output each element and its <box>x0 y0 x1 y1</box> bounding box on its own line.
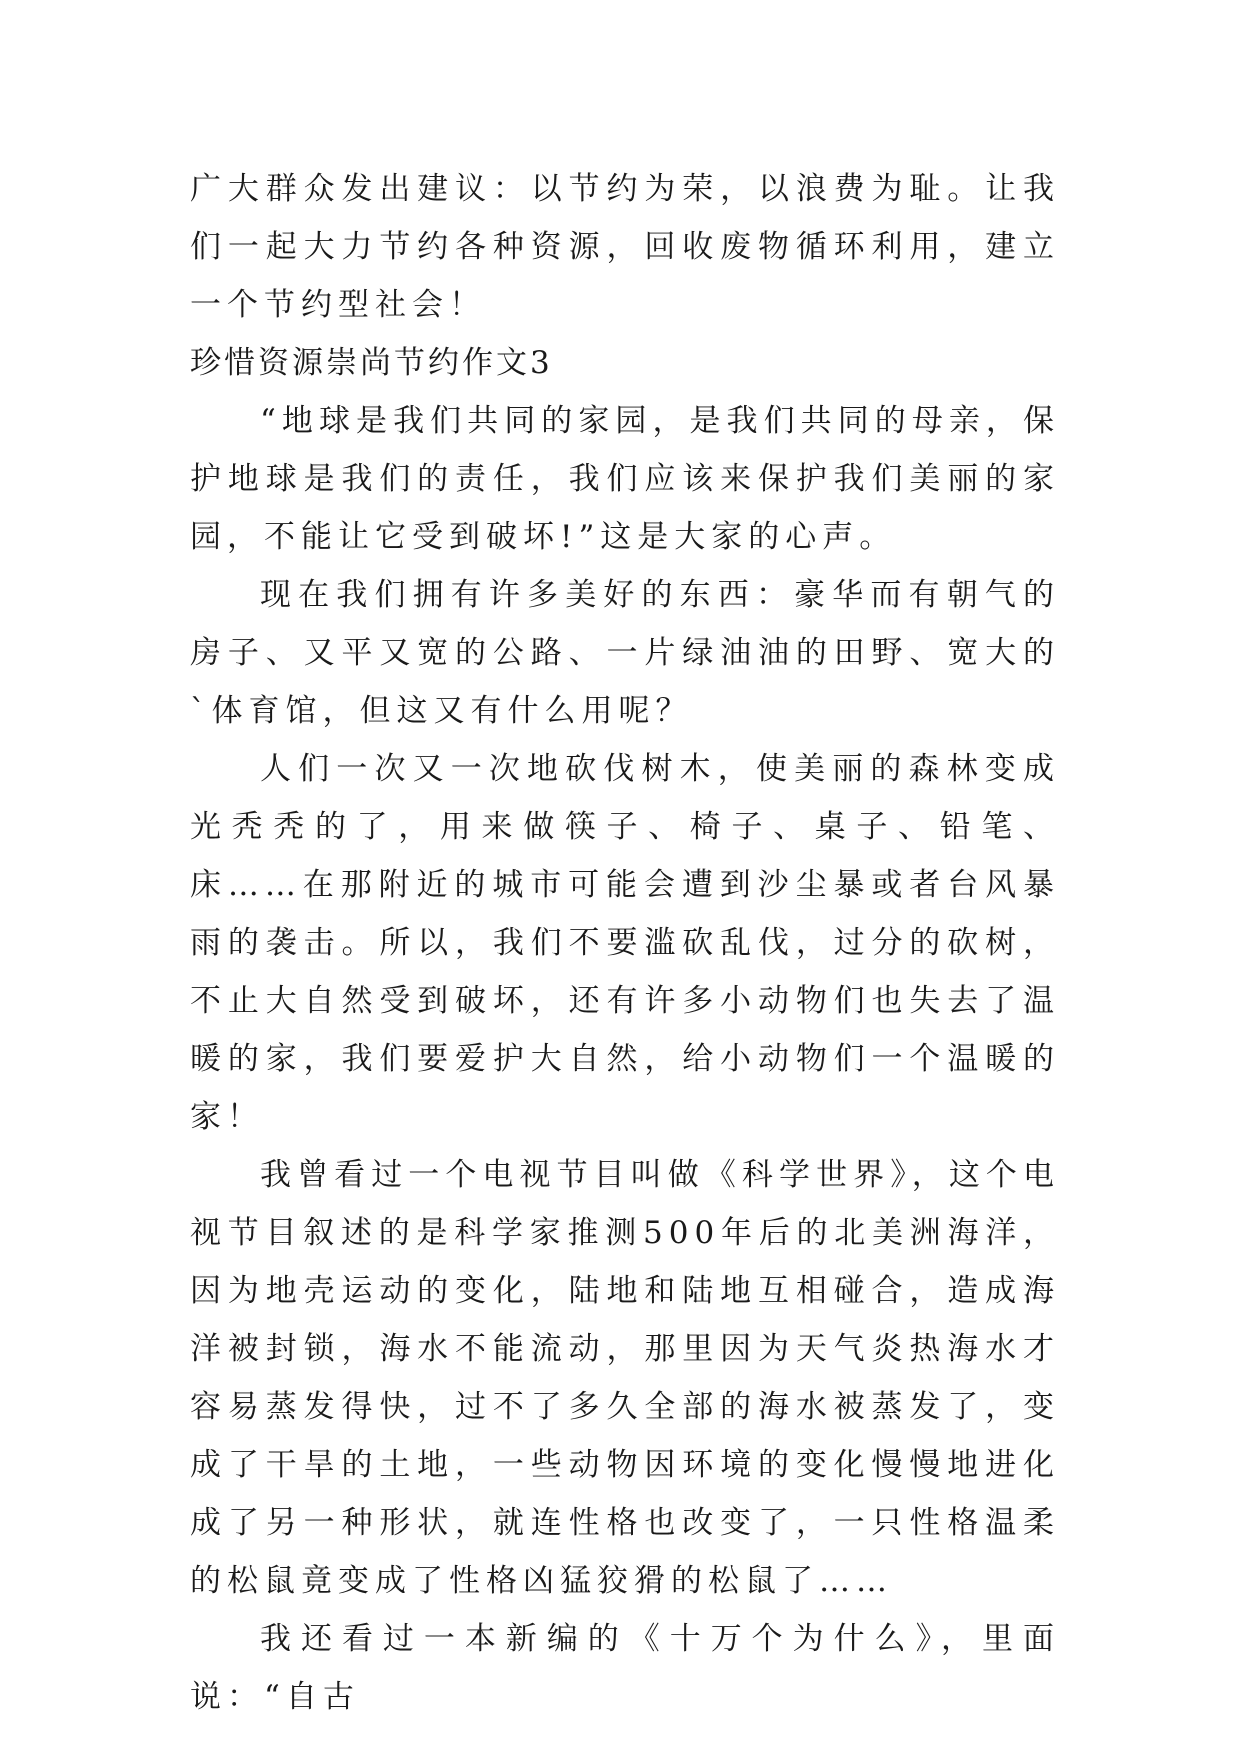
paragraph-earth-home: “地球是我们共同的家园，是我们共同的母亲，保护地球是我们的责任，我们应该来保护我们美丽的家园，不能让它受到破坏!”这是大家的心声。 <box>190 403 1060 555</box>
paragraph-tv-program: 我曾看过一个电视节目叫做《科学世界》，这个电视节目叙述的是科学家推测500年后的北美洲海洋，因为地壳运动的变化，陆地和陆地互相碰合，造成海洋被封锁，海水不能流动，那里因为天气炎热海水才容易蒸发得快，过不了多久全部的海水被蒸发了，变成了干旱的土地，一些动物因环境的变化慢慢地进化成了另一种形状，就连性格也改变了，一只性格温柔的松鼠竟变成了性格凶猛狡猾的松鼠了…… <box>190 1157 1060 1599</box>
section-heading: 珍惜资源崇尚节约作文3 <box>190 345 553 381</box>
paragraph-deforestation: 人们一次又一次地砍伐树木，使美丽的森林变成光秃秃的了，用来做筷子、椅子、桌子、铅笔、床……在那附近的城市可能会遭到沙尘暴或者台风暴雨的袭击。所以，我们不要滥砍乱伐，过分的砍树，不止大自然受到破坏，还有许多小动物们也失去了温暖的家，我们要爱护大自然，给小动物们一个温暖的家！ <box>190 751 1060 1135</box>
paragraph-intro: 广大群众发出建议：以节约为荣，以浪费为耻。让我们一起大力节约各种资源，回收废物循环利用，建立一个节约型社会！ <box>190 171 1060 323</box>
document-body <box>190 160 1060 1726</box>
paragraph-good-things: 现在我们拥有许多美好的东西：豪华而有朝气的房子、又平又宽的公路、一片绿油油的田野、宽大的`体育馆，但这又有什么用呢？ <box>190 577 1060 729</box>
paragraph-book: 我还看过一本新编的《十万个为什么》，里面说：“自古 <box>190 1621 1060 1715</box>
